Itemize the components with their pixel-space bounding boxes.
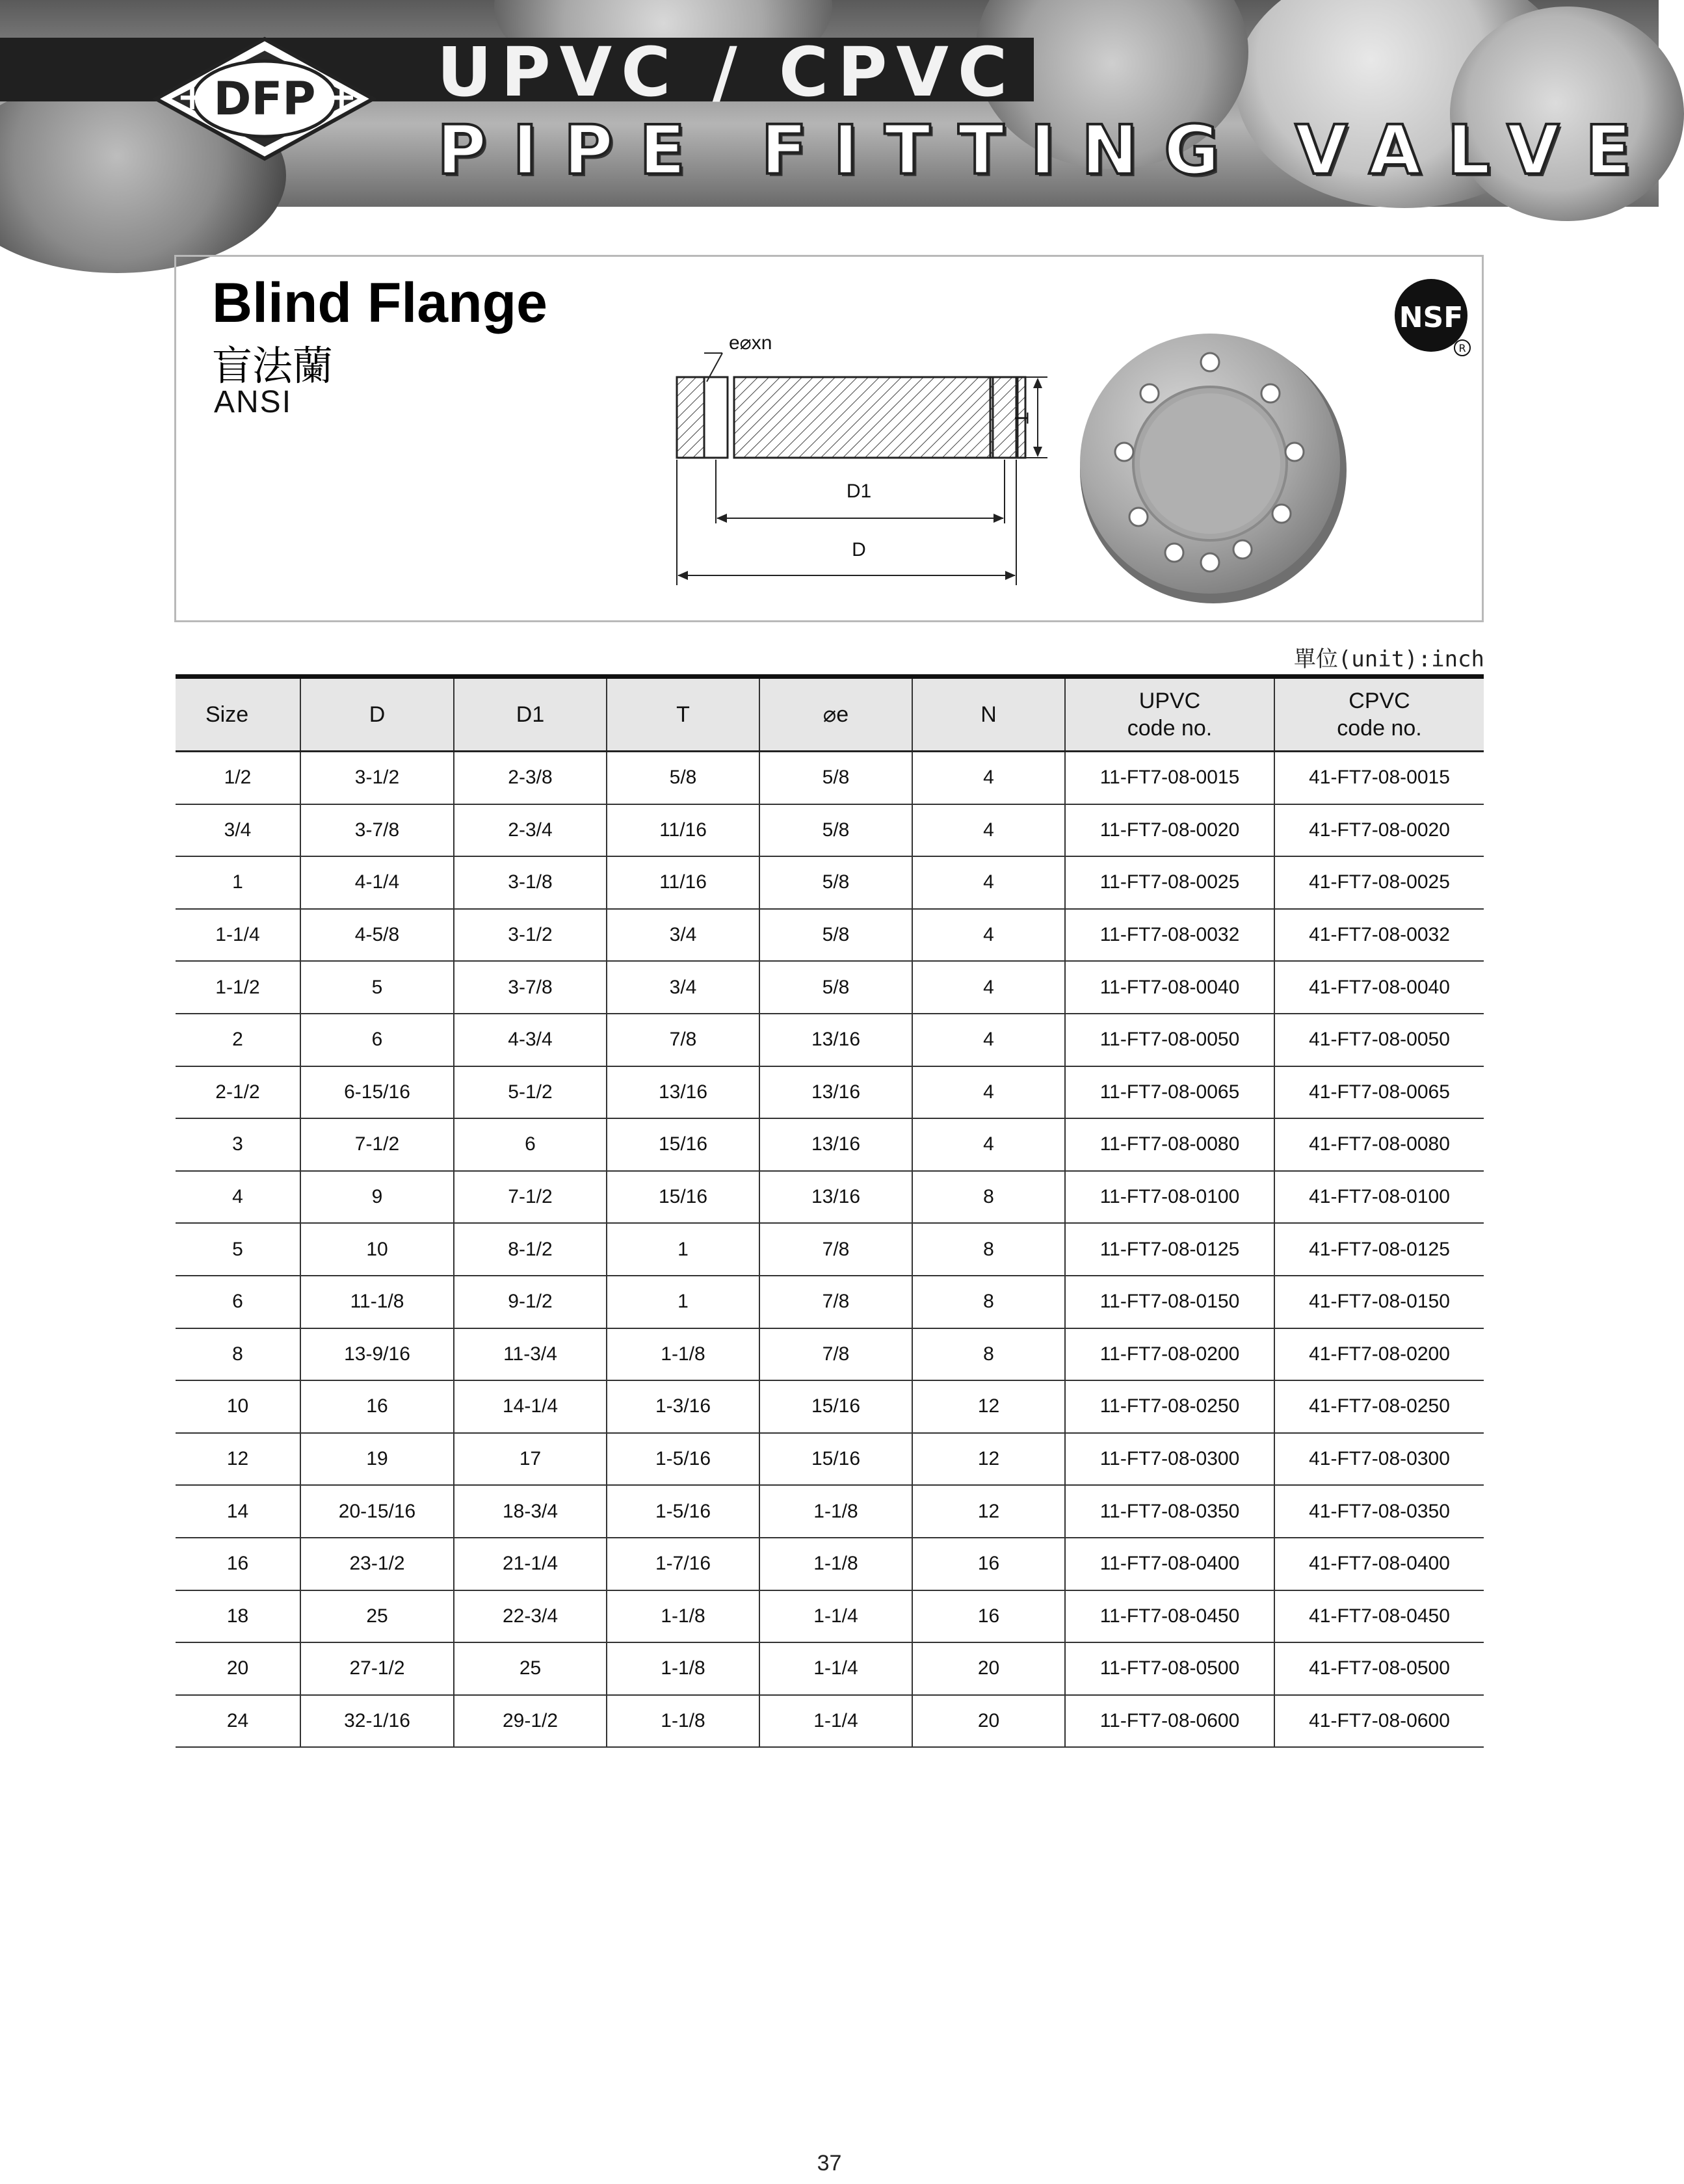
table-body xyxy=(176,752,1484,1748)
column-header-e: ⌀e xyxy=(759,677,912,752)
cell-upvc-code: 11-FT7-08-0600 xyxy=(1065,1695,1274,1748)
cell-e: 1-1/4 xyxy=(759,1590,912,1643)
cell-upvc-code: 11-FT7-08-0015 xyxy=(1065,752,1274,804)
upvc-header-line1: UPVC xyxy=(1138,689,1201,713)
table-row xyxy=(176,909,1484,962)
cell-size: 3 xyxy=(176,1118,300,1171)
nsf-certification-icon xyxy=(1392,275,1477,360)
cell-n: 12 xyxy=(912,1380,1065,1433)
cell-e: 5/8 xyxy=(759,909,912,962)
cell-cpvc-code: 41-FT7-08-0600 xyxy=(1274,1695,1484,1748)
cell-d1: 21-1/4 xyxy=(454,1538,607,1590)
cell-size: 2 xyxy=(176,1014,300,1066)
column-header-size: Size xyxy=(176,677,300,752)
cell-n: 16 xyxy=(912,1538,1065,1590)
cell-t: 11/16 xyxy=(607,804,759,857)
cell-cpvc-code: 41-FT7-08-0400 xyxy=(1274,1538,1484,1590)
table-row xyxy=(176,1118,1484,1171)
cell-d1: 9-1/2 xyxy=(454,1276,607,1328)
cell-size: 10 xyxy=(176,1380,300,1433)
unit-label: 單位(unit):inch xyxy=(1293,646,1484,672)
cell-n: 12 xyxy=(912,1433,1065,1486)
table-row xyxy=(176,804,1484,857)
cell-cpvc-code: 41-FT7-08-0065 xyxy=(1274,1066,1484,1119)
column-header-d1: D1 xyxy=(454,677,607,752)
cell-t: 1-7/16 xyxy=(607,1538,759,1590)
cell-upvc-code: 11-FT7-08-0025 xyxy=(1065,856,1274,909)
svg-text:+: + xyxy=(326,76,357,118)
cell-d: 32-1/16 xyxy=(300,1695,454,1748)
cell-size: 8 xyxy=(176,1328,300,1381)
cell-d1: 11-3/4 xyxy=(454,1328,607,1381)
cell-upvc-code: 11-FT7-08-0040 xyxy=(1065,961,1274,1014)
cell-upvc-code: 11-FT7-08-0400 xyxy=(1065,1538,1274,1590)
cell-n: 20 xyxy=(912,1642,1065,1695)
d1-label: D1 xyxy=(846,480,872,502)
cell-d1: 7-1/2 xyxy=(454,1171,607,1224)
cell-upvc-code: 11-FT7-08-0150 xyxy=(1065,1276,1274,1328)
cell-d1: 8-1/2 xyxy=(454,1223,607,1276)
cell-d: 20-15/16 xyxy=(300,1485,454,1538)
upvc-header-line2: code no. xyxy=(1127,716,1213,741)
cell-t: 11/16 xyxy=(607,856,759,909)
cell-d1: 18-3/4 xyxy=(454,1485,607,1538)
cell-d1: 22-3/4 xyxy=(454,1590,607,1643)
cell-n: 4 xyxy=(912,961,1065,1014)
cell-t: 15/16 xyxy=(607,1118,759,1171)
cell-cpvc-code: 41-FT7-08-0032 xyxy=(1274,909,1484,962)
cell-upvc-code: 11-FT7-08-0500 xyxy=(1065,1642,1274,1695)
cell-size: 14 xyxy=(176,1485,300,1538)
cell-size: 2-1/2 xyxy=(176,1066,300,1119)
cell-d: 3-1/2 xyxy=(300,752,454,804)
cell-upvc-code: 11-FT7-08-0125 xyxy=(1065,1223,1274,1276)
cell-d: 13-9/16 xyxy=(300,1328,454,1381)
cell-upvc-code: 11-FT7-08-0250 xyxy=(1065,1380,1274,1433)
cell-size: 12 xyxy=(176,1433,300,1486)
cell-n: 8 xyxy=(912,1223,1065,1276)
column-header-upvc xyxy=(1065,677,1274,752)
page-number: 37 xyxy=(817,2151,842,2176)
hole-label: e⌀xn xyxy=(729,332,772,354)
cell-d: 10 xyxy=(300,1223,454,1276)
cell-size: 4 xyxy=(176,1171,300,1224)
header-banner xyxy=(0,0,1659,207)
cell-e: 5/8 xyxy=(759,856,912,909)
table-row xyxy=(176,1066,1484,1119)
cell-cpvc-code: 41-FT7-08-0020 xyxy=(1274,804,1484,857)
cell-d: 4-5/8 xyxy=(300,909,454,962)
cell-d: 7-1/2 xyxy=(300,1118,454,1171)
cell-n: 8 xyxy=(912,1328,1065,1381)
cell-d1: 3-1/2 xyxy=(454,909,607,962)
cell-d: 3-7/8 xyxy=(300,804,454,857)
cell-upvc-code: 11-FT7-08-0050 xyxy=(1065,1014,1274,1066)
cell-e: 15/16 xyxy=(759,1433,912,1486)
column-header-d: D xyxy=(300,677,454,752)
cell-upvc-code: 11-FT7-08-0350 xyxy=(1065,1485,1274,1538)
table-row xyxy=(176,1485,1484,1538)
cell-e: 5/8 xyxy=(759,804,912,857)
logo-text: DFP xyxy=(213,72,316,125)
specification-table xyxy=(176,674,1484,1748)
cell-upvc-code: 11-FT7-08-0020 xyxy=(1065,804,1274,857)
cell-cpvc-code: 41-FT7-08-0300 xyxy=(1274,1433,1484,1486)
table-row xyxy=(176,1014,1484,1066)
cell-t: 1 xyxy=(607,1223,759,1276)
cell-size: 1 xyxy=(176,856,300,909)
cell-n: 8 xyxy=(912,1171,1065,1224)
cell-t: 1-3/16 xyxy=(607,1380,759,1433)
cell-upvc-code: 11-FT7-08-0300 xyxy=(1065,1433,1274,1486)
t-label: T xyxy=(1010,412,1032,425)
column-header-cpvc xyxy=(1274,677,1484,752)
technical-drawing xyxy=(488,309,1032,595)
table-row xyxy=(176,1642,1484,1695)
cell-upvc-code: 11-FT7-08-0200 xyxy=(1065,1328,1274,1381)
cell-t: 1-5/16 xyxy=(607,1485,759,1538)
cell-upvc-code: 11-FT7-08-0100 xyxy=(1065,1171,1274,1224)
product-standard: ANSI xyxy=(214,385,293,419)
cell-e: 15/16 xyxy=(759,1380,912,1433)
cell-e: 13/16 xyxy=(759,1066,912,1119)
cell-d: 11-1/8 xyxy=(300,1276,454,1328)
cell-d1: 17 xyxy=(454,1433,607,1486)
cell-t: 13/16 xyxy=(607,1066,759,1119)
cell-d1: 2-3/4 xyxy=(454,804,607,857)
table-row xyxy=(176,1433,1484,1486)
blind-flange-photo xyxy=(1060,315,1366,614)
cell-t: 1 xyxy=(607,1276,759,1328)
cell-e: 7/8 xyxy=(759,1276,912,1328)
cell-upvc-code: 11-FT7-08-0450 xyxy=(1065,1590,1274,1643)
cell-n: 4 xyxy=(912,909,1065,962)
header-title-line2: PIPE FITTING VALVE xyxy=(437,111,1658,190)
table-row xyxy=(176,1590,1484,1643)
cell-t: 1-1/8 xyxy=(607,1590,759,1643)
cpvc-header-line1: CPVC xyxy=(1349,689,1410,713)
cell-size: 6 xyxy=(176,1276,300,1328)
cell-e: 7/8 xyxy=(759,1223,912,1276)
cell-cpvc-code: 41-FT7-08-0125 xyxy=(1274,1223,1484,1276)
cpvc-header-line2: code no. xyxy=(1337,716,1422,741)
cell-d1: 5-1/2 xyxy=(454,1066,607,1119)
cell-d1: 25 xyxy=(454,1642,607,1695)
product-title-chinese: 盲法蘭 xyxy=(212,342,334,389)
cell-cpvc-code: 41-FT7-08-0040 xyxy=(1274,961,1484,1014)
cell-d: 6-15/16 xyxy=(300,1066,454,1119)
cell-n: 20 xyxy=(912,1695,1065,1748)
cell-d1: 3-7/8 xyxy=(454,961,607,1014)
cell-e: 1-1/4 xyxy=(759,1642,912,1695)
cell-cpvc-code: 41-FT7-08-0500 xyxy=(1274,1642,1484,1695)
cell-cpvc-code: 41-FT7-08-0200 xyxy=(1274,1328,1484,1381)
column-header-n: N xyxy=(912,677,1065,752)
cell-t: 3/4 xyxy=(607,961,759,1014)
table-row xyxy=(176,1171,1484,1224)
cell-n: 4 xyxy=(912,1118,1065,1171)
table-row xyxy=(176,1276,1484,1328)
cell-t: 1-5/16 xyxy=(607,1433,759,1486)
cell-size: 3/4 xyxy=(176,804,300,857)
table-row xyxy=(176,1538,1484,1590)
cell-t: 15/16 xyxy=(607,1171,759,1224)
cell-t: 1-1/8 xyxy=(607,1695,759,1748)
cell-t: 1-1/8 xyxy=(607,1328,759,1381)
cell-d1: 2-3/8 xyxy=(454,752,607,804)
cell-size: 24 xyxy=(176,1695,300,1748)
table-header-row xyxy=(176,677,1484,752)
cell-e: 1-1/4 xyxy=(759,1695,912,1748)
cell-d: 25 xyxy=(300,1590,454,1643)
flange-section-left xyxy=(677,377,704,458)
cell-size: 18 xyxy=(176,1590,300,1643)
cell-size: 1-1/2 xyxy=(176,961,300,1014)
cell-n: 4 xyxy=(912,804,1065,857)
cell-t: 7/8 xyxy=(607,1014,759,1066)
cell-n: 4 xyxy=(912,1066,1065,1119)
cell-cpvc-code: 41-FT7-08-0100 xyxy=(1274,1171,1484,1224)
hole-left xyxy=(704,377,728,458)
table-row xyxy=(176,1695,1484,1748)
table-row xyxy=(176,752,1484,804)
cell-cpvc-code: 41-FT7-08-0080 xyxy=(1274,1118,1484,1171)
cell-d: 9 xyxy=(300,1171,454,1224)
product-title: Blind Flange xyxy=(212,272,547,334)
cell-t: 1-1/8 xyxy=(607,1642,759,1695)
cell-d: 16 xyxy=(300,1380,454,1433)
cell-d: 23-1/2 xyxy=(300,1538,454,1590)
svg-text:R: R xyxy=(1458,342,1466,354)
product-box xyxy=(174,255,1484,622)
cell-e: 7/8 xyxy=(759,1328,912,1381)
table-row xyxy=(176,1223,1484,1276)
dfp-logo xyxy=(151,34,378,164)
cell-cpvc-code: 41-FT7-08-0025 xyxy=(1274,856,1484,909)
cell-e: 5/8 xyxy=(759,961,912,1014)
table-row xyxy=(176,961,1484,1014)
nsf-text: NSF xyxy=(1399,301,1464,334)
d-label: D xyxy=(852,539,866,560)
cell-e: 13/16 xyxy=(759,1118,912,1171)
cell-t: 5/8 xyxy=(607,752,759,804)
cell-cpvc-code: 41-FT7-08-0350 xyxy=(1274,1485,1484,1538)
cell-upvc-code: 11-FT7-08-0032 xyxy=(1065,909,1274,962)
table-row xyxy=(176,1328,1484,1381)
cell-d: 5 xyxy=(300,961,454,1014)
cell-cpvc-code: 41-FT7-08-0450 xyxy=(1274,1590,1484,1643)
cell-e: 1-1/8 xyxy=(759,1538,912,1590)
cell-size: 1/2 xyxy=(176,752,300,804)
cell-d1: 29-1/2 xyxy=(454,1695,607,1748)
cell-d1: 3-1/8 xyxy=(454,856,607,909)
flange-section-center xyxy=(734,377,1025,458)
cell-cpvc-code: 41-FT7-08-0050 xyxy=(1274,1014,1484,1066)
cell-size: 5 xyxy=(176,1223,300,1276)
svg-text:+: + xyxy=(177,76,207,118)
cell-size: 20 xyxy=(176,1642,300,1695)
cell-d1: 4-3/4 xyxy=(454,1014,607,1066)
cell-d: 4-1/4 xyxy=(300,856,454,909)
cell-e: 1-1/8 xyxy=(759,1485,912,1538)
cell-d: 19 xyxy=(300,1433,454,1486)
cell-size: 16 xyxy=(176,1538,300,1590)
cell-n: 12 xyxy=(912,1485,1065,1538)
cell-n: 16 xyxy=(912,1590,1065,1643)
cell-cpvc-code: 41-FT7-08-0250 xyxy=(1274,1380,1484,1433)
cell-cpvc-code: 41-FT7-08-0015 xyxy=(1274,752,1484,804)
cell-e: 5/8 xyxy=(759,752,912,804)
cell-cpvc-code: 41-FT7-08-0150 xyxy=(1274,1276,1484,1328)
header-title-line1: UPVC / CPVC xyxy=(437,33,1017,112)
table-row xyxy=(176,856,1484,909)
cell-d1: 14-1/4 xyxy=(454,1380,607,1433)
column-header-t: T xyxy=(607,677,759,752)
cell-upvc-code: 11-FT7-08-0080 xyxy=(1065,1118,1274,1171)
cell-n: 4 xyxy=(912,856,1065,909)
cell-e: 13/16 xyxy=(759,1171,912,1224)
table-row xyxy=(176,1380,1484,1433)
cell-upvc-code: 11-FT7-08-0065 xyxy=(1065,1066,1274,1119)
cell-n: 4 xyxy=(912,1014,1065,1066)
cell-n: 8 xyxy=(912,1276,1065,1328)
cell-d: 27-1/2 xyxy=(300,1642,454,1695)
cell-d1: 6 xyxy=(454,1118,607,1171)
cell-t: 3/4 xyxy=(607,909,759,962)
cell-size: 1-1/4 xyxy=(176,909,300,962)
cell-d: 6 xyxy=(300,1014,454,1066)
cell-e: 13/16 xyxy=(759,1014,912,1066)
cell-n: 4 xyxy=(912,752,1065,804)
